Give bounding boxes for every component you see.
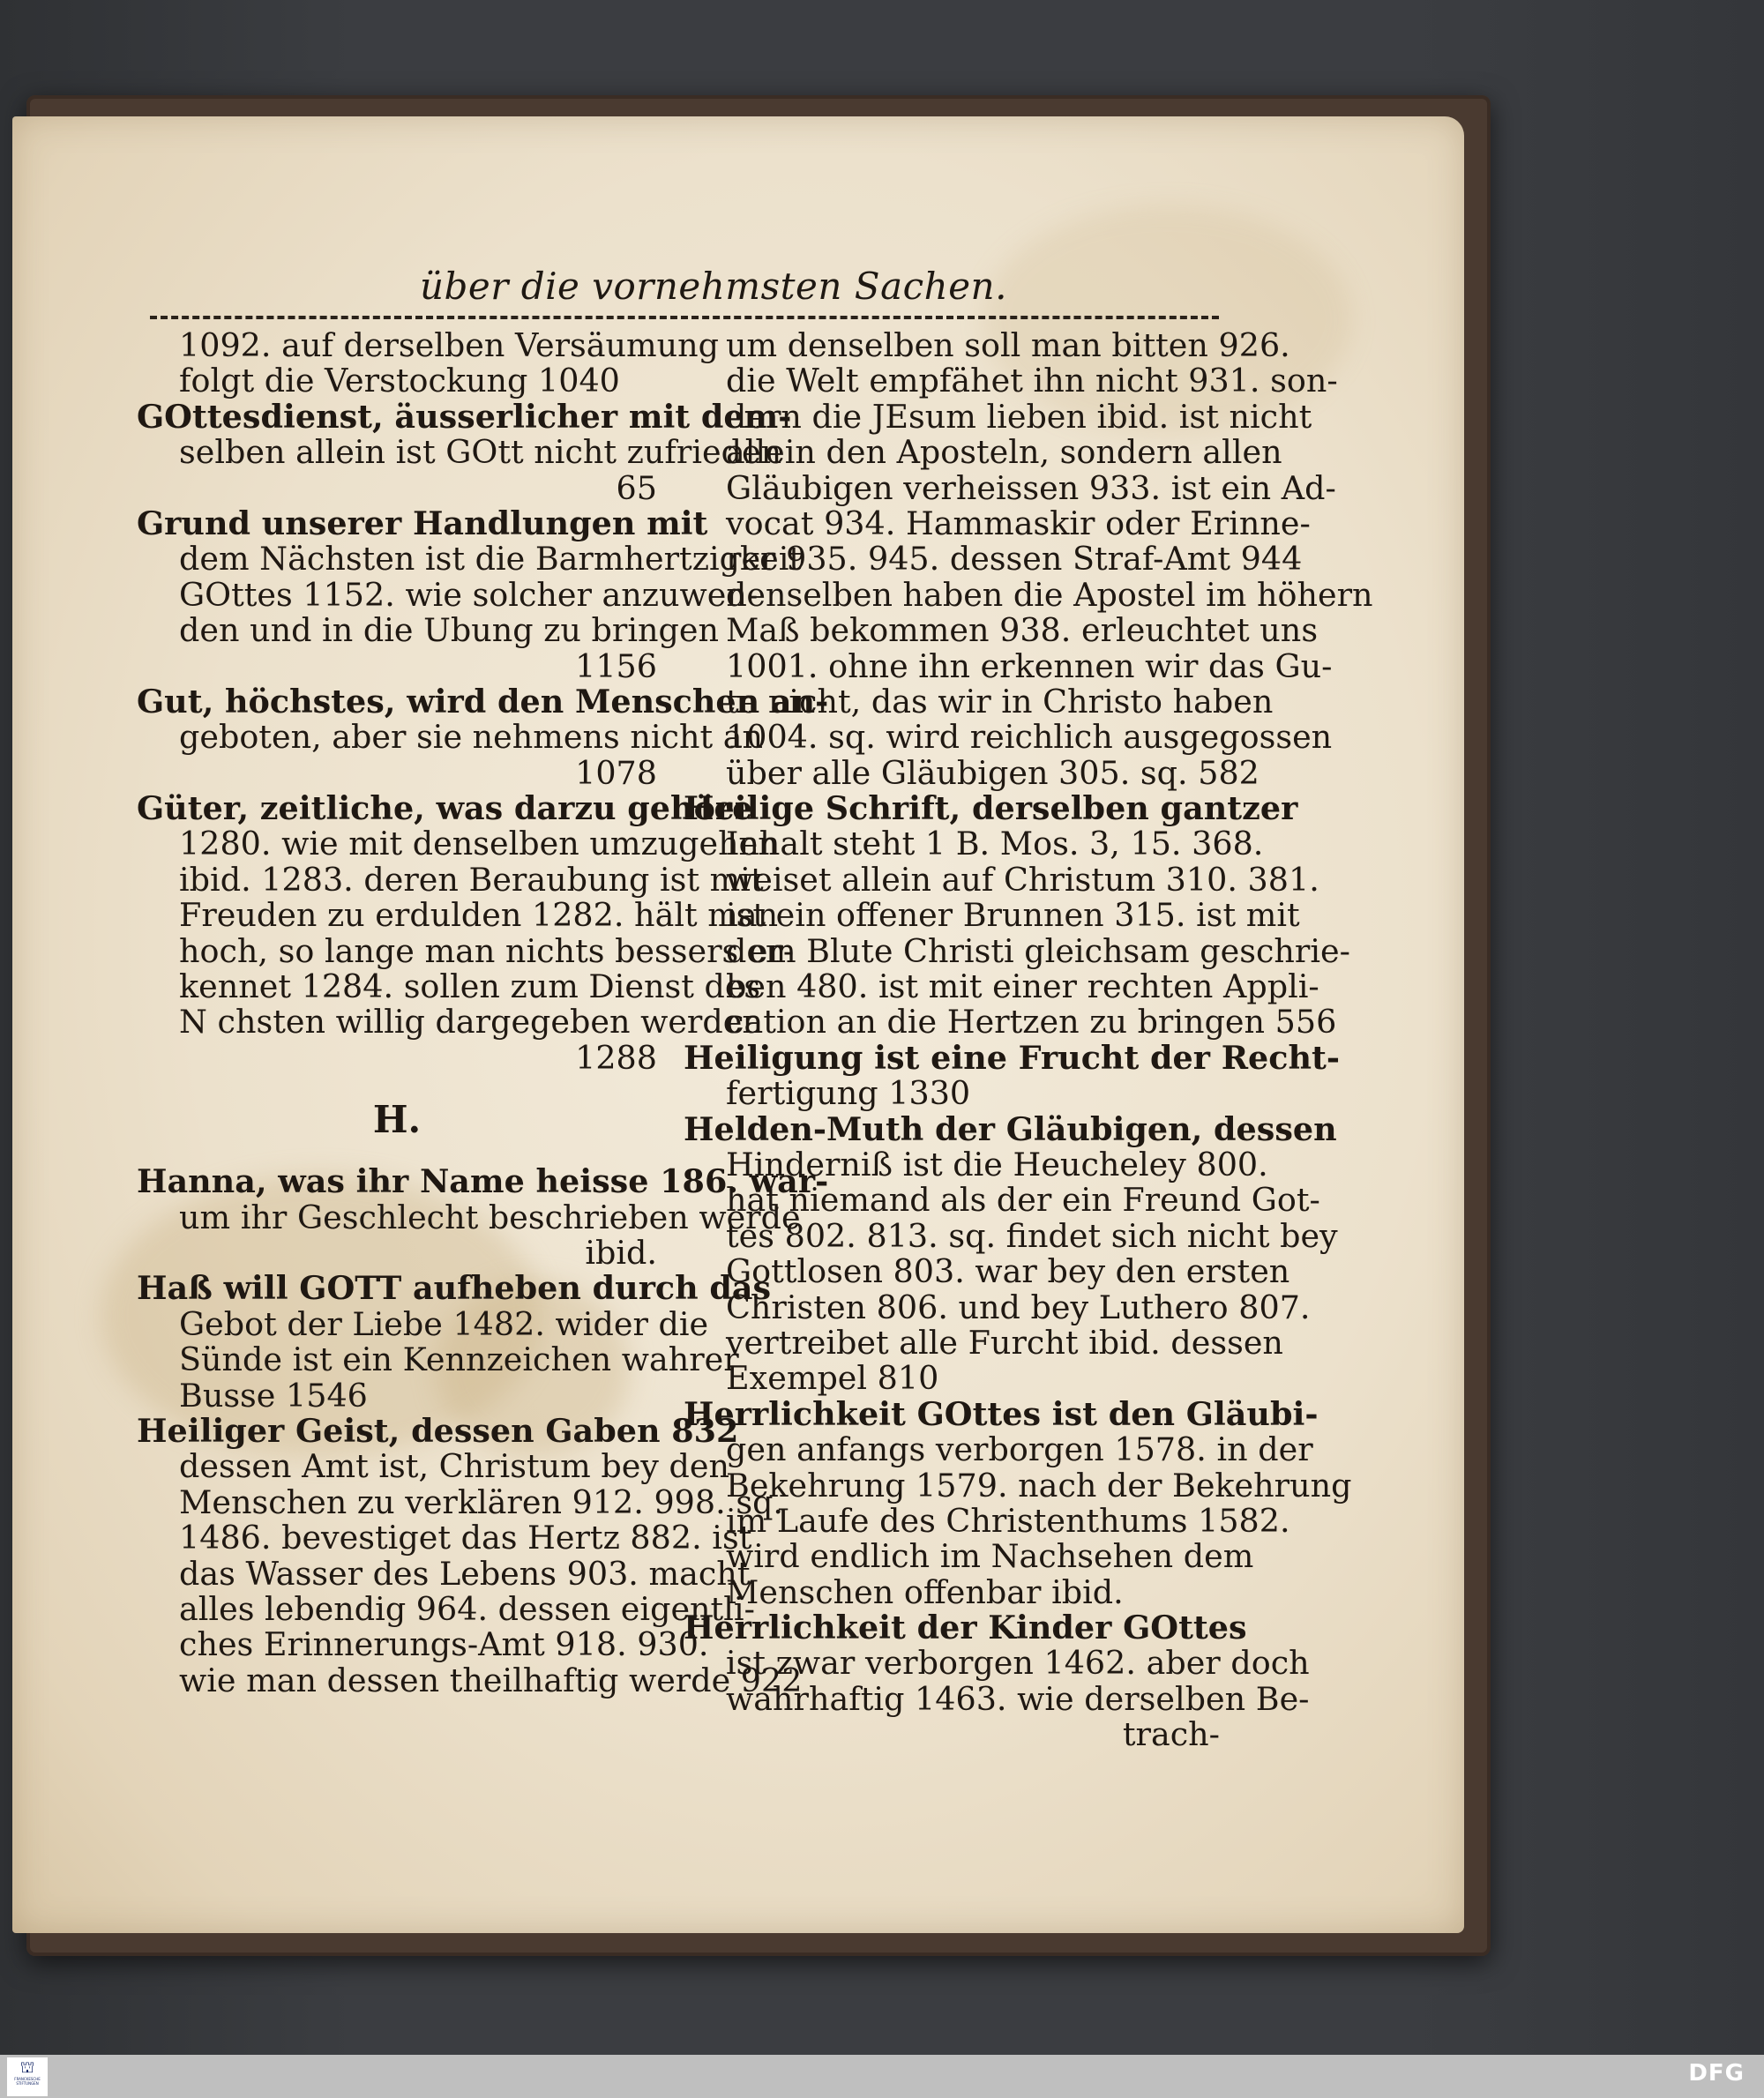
index-entry-line: Freuden zu erdulden 1282. hält man — [179, 896, 779, 935]
index-entry-line: N chsten willig dargegeben werden — [179, 1003, 763, 1042]
index-entry-line: dessen Amt ist, Christum bey den — [179, 1447, 729, 1486]
institution-icon: ⛫ — [19, 2058, 35, 2077]
index-entry-line: dem Nächsten ist die Barmhertzigkeit — [179, 540, 803, 579]
index-entry-line: den und in die Ubung zu bringen — [179, 611, 719, 650]
index-entry-line: dem Blute Christi gleichsam geschrie- — [726, 931, 1350, 970]
index-entry-head: Herrlichkeit GOttes ist den Gläubi- — [684, 1394, 1319, 1433]
index-entry-line: te nicht, das wir in Christo haben — [726, 682, 1274, 720]
index-entry-line: Exempel 810 — [726, 1359, 939, 1398]
index-entry-line: um ihr Geschlecht beschrieben werde — [179, 1198, 801, 1236]
index-entry-line: folgt die Verstockung 1040 — [179, 362, 620, 400]
index-column-right — [684, 326, 1373, 1754]
index-entry-line: Menschen offenbar ibid. — [726, 1572, 1124, 1611]
index-entry-line: um denselben soll man bitten 926. — [726, 326, 1290, 364]
header-rule — [150, 316, 1219, 325]
index-entry-line: gen anfangs verborgen 1578. in der — [726, 1430, 1313, 1469]
section-letter: H. — [372, 1098, 422, 1142]
index-entry-line: 1092. auf derselben Versäumung — [179, 326, 720, 364]
index-entry-line: hoch, so lange man nichts bessers er- — [179, 931, 795, 970]
index-entry-line: weiset allein auf Christum 310. 381. — [726, 860, 1319, 899]
index-entry-head: Herrlichkeit der Kinder GOttes — [684, 1609, 1247, 1647]
index-entry-head: Helden-Muth der Gläubigen, dessen — [684, 1109, 1337, 1148]
index-entry-line: ben 480. ist mit einer rechten Appli- — [726, 967, 1319, 1006]
index-entry-head: Haß will GOTT aufheben durch das — [137, 1269, 772, 1308]
index-entry-line: ibid. — [585, 1233, 657, 1272]
index-entry-line: Gläubigen verheissen 933. ist ein Ad- — [726, 468, 1336, 507]
index-entry-head: Heilige Schrift, derselben gantzer — [684, 789, 1298, 828]
index-entry-line: 1001. ohne ihn erkennen wir das Gu- — [726, 646, 1333, 685]
index-entry-head: Güter, zeitliche, was darzu gehöre — [137, 789, 753, 828]
index-entry-line: selben allein ist GOtt nicht zufrieden — [179, 433, 782, 472]
index-entry-line: wird endlich im Nachsehen dem — [726, 1537, 1254, 1576]
index-entry-line: fertigung 1330 — [726, 1074, 971, 1113]
index-entry-head: GOttesdienst, äusserlicher mit dem- — [137, 397, 792, 436]
index-entry-line: vertreibet alle Furcht ibid. dessen — [726, 1323, 1283, 1362]
index-entry-line: 1288 — [575, 1038, 657, 1077]
index-entry-line: Gebot der Liebe 1482. wider die — [179, 1304, 709, 1343]
index-column-left — [137, 326, 829, 1699]
index-entry-line: cation an die Hertzen zu bringen 556 — [726, 1003, 1337, 1042]
index-entry-line: allein den Aposteln, sondern allen — [726, 433, 1282, 472]
index-entry-line: 1156 — [575, 646, 657, 685]
index-entry-head: Gut, höchstes, wird den Menschen an- — [137, 682, 829, 720]
index-entry-line: Hinderniß ist die Heucheley 800. — [726, 1145, 1268, 1183]
index-entry-line: ibid. 1283. deren Beraubung ist mit — [179, 860, 764, 899]
index-entry-line: ist zwar verborgen 1462. aber doch — [726, 1644, 1310, 1683]
index-entry-line: 1280. wie mit denselben umzugehen — [179, 825, 779, 863]
index-entry-line: alles lebendig 964. dessen eigentli- — [179, 1589, 755, 1628]
index-entry-line: im Laufe des Christenthums 1582. — [726, 1501, 1290, 1540]
index-entry-line: Christen 806. und bey Luthero 807. — [726, 1288, 1311, 1326]
page-running-header: über die vornehmsten Sachen. — [420, 265, 1007, 308]
index-entry-line: Gottlosen 803. war bey den ersten — [726, 1252, 1290, 1291]
index-entry-line: vocat 934. Hammaskir oder Erinne- — [726, 504, 1311, 542]
index-entry-line: geboten, aber sie nehmens nicht an — [179, 718, 764, 757]
index-entry-line: GOttes 1152. wie solcher anzuwen- — [179, 575, 759, 614]
index-entry-line: Busse 1546 — [179, 1376, 368, 1415]
franckesche-stiftungen-logo[interactable] — [7, 2057, 48, 2096]
index-entry-head: Heiliger Geist, dessen Gaben 832 — [137, 1411, 739, 1450]
index-entry-line: Sünde ist ein Kennzeichen wahrer — [179, 1340, 739, 1379]
index-entry-line: dern die JEsum lieben ibid. ist nicht — [726, 397, 1312, 436]
index-entry-line: kennet 1284. sollen zum Dienst des — [179, 967, 761, 1006]
index-entry-line: tes 802. 813. sq. findet sich nicht bey — [726, 1216, 1338, 1255]
index-entry-line: 65 — [616, 468, 657, 507]
institution-logo-text: FRANCKESCHE STIFTUNGEN — [14, 2077, 41, 2086]
index-entry-line: 1486. bevestiget das Hertz 882. ist — [179, 1519, 752, 1557]
viewer-bottom-bar — [0, 2055, 1764, 2098]
index-entry-head: Heiligung ist eine Frucht der Recht- — [684, 1038, 1341, 1077]
index-entry-head: Grund unserer Handlungen mit — [137, 504, 708, 542]
dfg-logo[interactable]: DFG — [1688, 2060, 1745, 2087]
index-entry-line: trach- — [1122, 1715, 1220, 1754]
index-entry-line: Menschen zu verklären 912. 998. sq. — [179, 1482, 784, 1521]
index-entry-line: rer 935. 945. dessen Straf-Amt 944 — [726, 540, 1303, 579]
index-entry-line: 1004. sq. wird reichlich ausgegossen — [726, 718, 1333, 757]
index-entry-line: das Wasser des Lebens 903. macht — [179, 1554, 751, 1593]
index-entry-line: Inhalt steht 1 B. Mos. 3, 15. 368. — [726, 825, 1264, 863]
index-entry-line: Maß bekommen 938. erleuchtet uns — [726, 611, 1319, 650]
index-entry-line: über alle Gläubigen 305. sq. 582 — [726, 753, 1259, 792]
index-entry-line: die Welt empfähet ihn nicht 931. son- — [726, 362, 1338, 400]
index-entry-line: denselben haben die Apostel im höhern — [726, 575, 1373, 614]
index-entry-line: ches Erinnerungs-Amt 918. 930. — [179, 1625, 709, 1664]
index-entry-line: ist ein offener Brunnen 315. ist mit — [726, 896, 1300, 935]
index-entry-line: hat niemand als der ein Freund Got- — [726, 1181, 1320, 1220]
index-entry-line: wahrhaftig 1463. wie derselben Be- — [726, 1679, 1310, 1718]
index-entry-line: Bekehrung 1579. nach der Bekehrung — [726, 1466, 1352, 1504]
index-entry-head: Hanna, was ihr Name heisse 186. war- — [137, 1162, 829, 1201]
index-entry-line: wie man dessen theilhaftig werde 922 — [179, 1661, 803, 1699]
index-entry-line: 1078 — [575, 753, 657, 792]
